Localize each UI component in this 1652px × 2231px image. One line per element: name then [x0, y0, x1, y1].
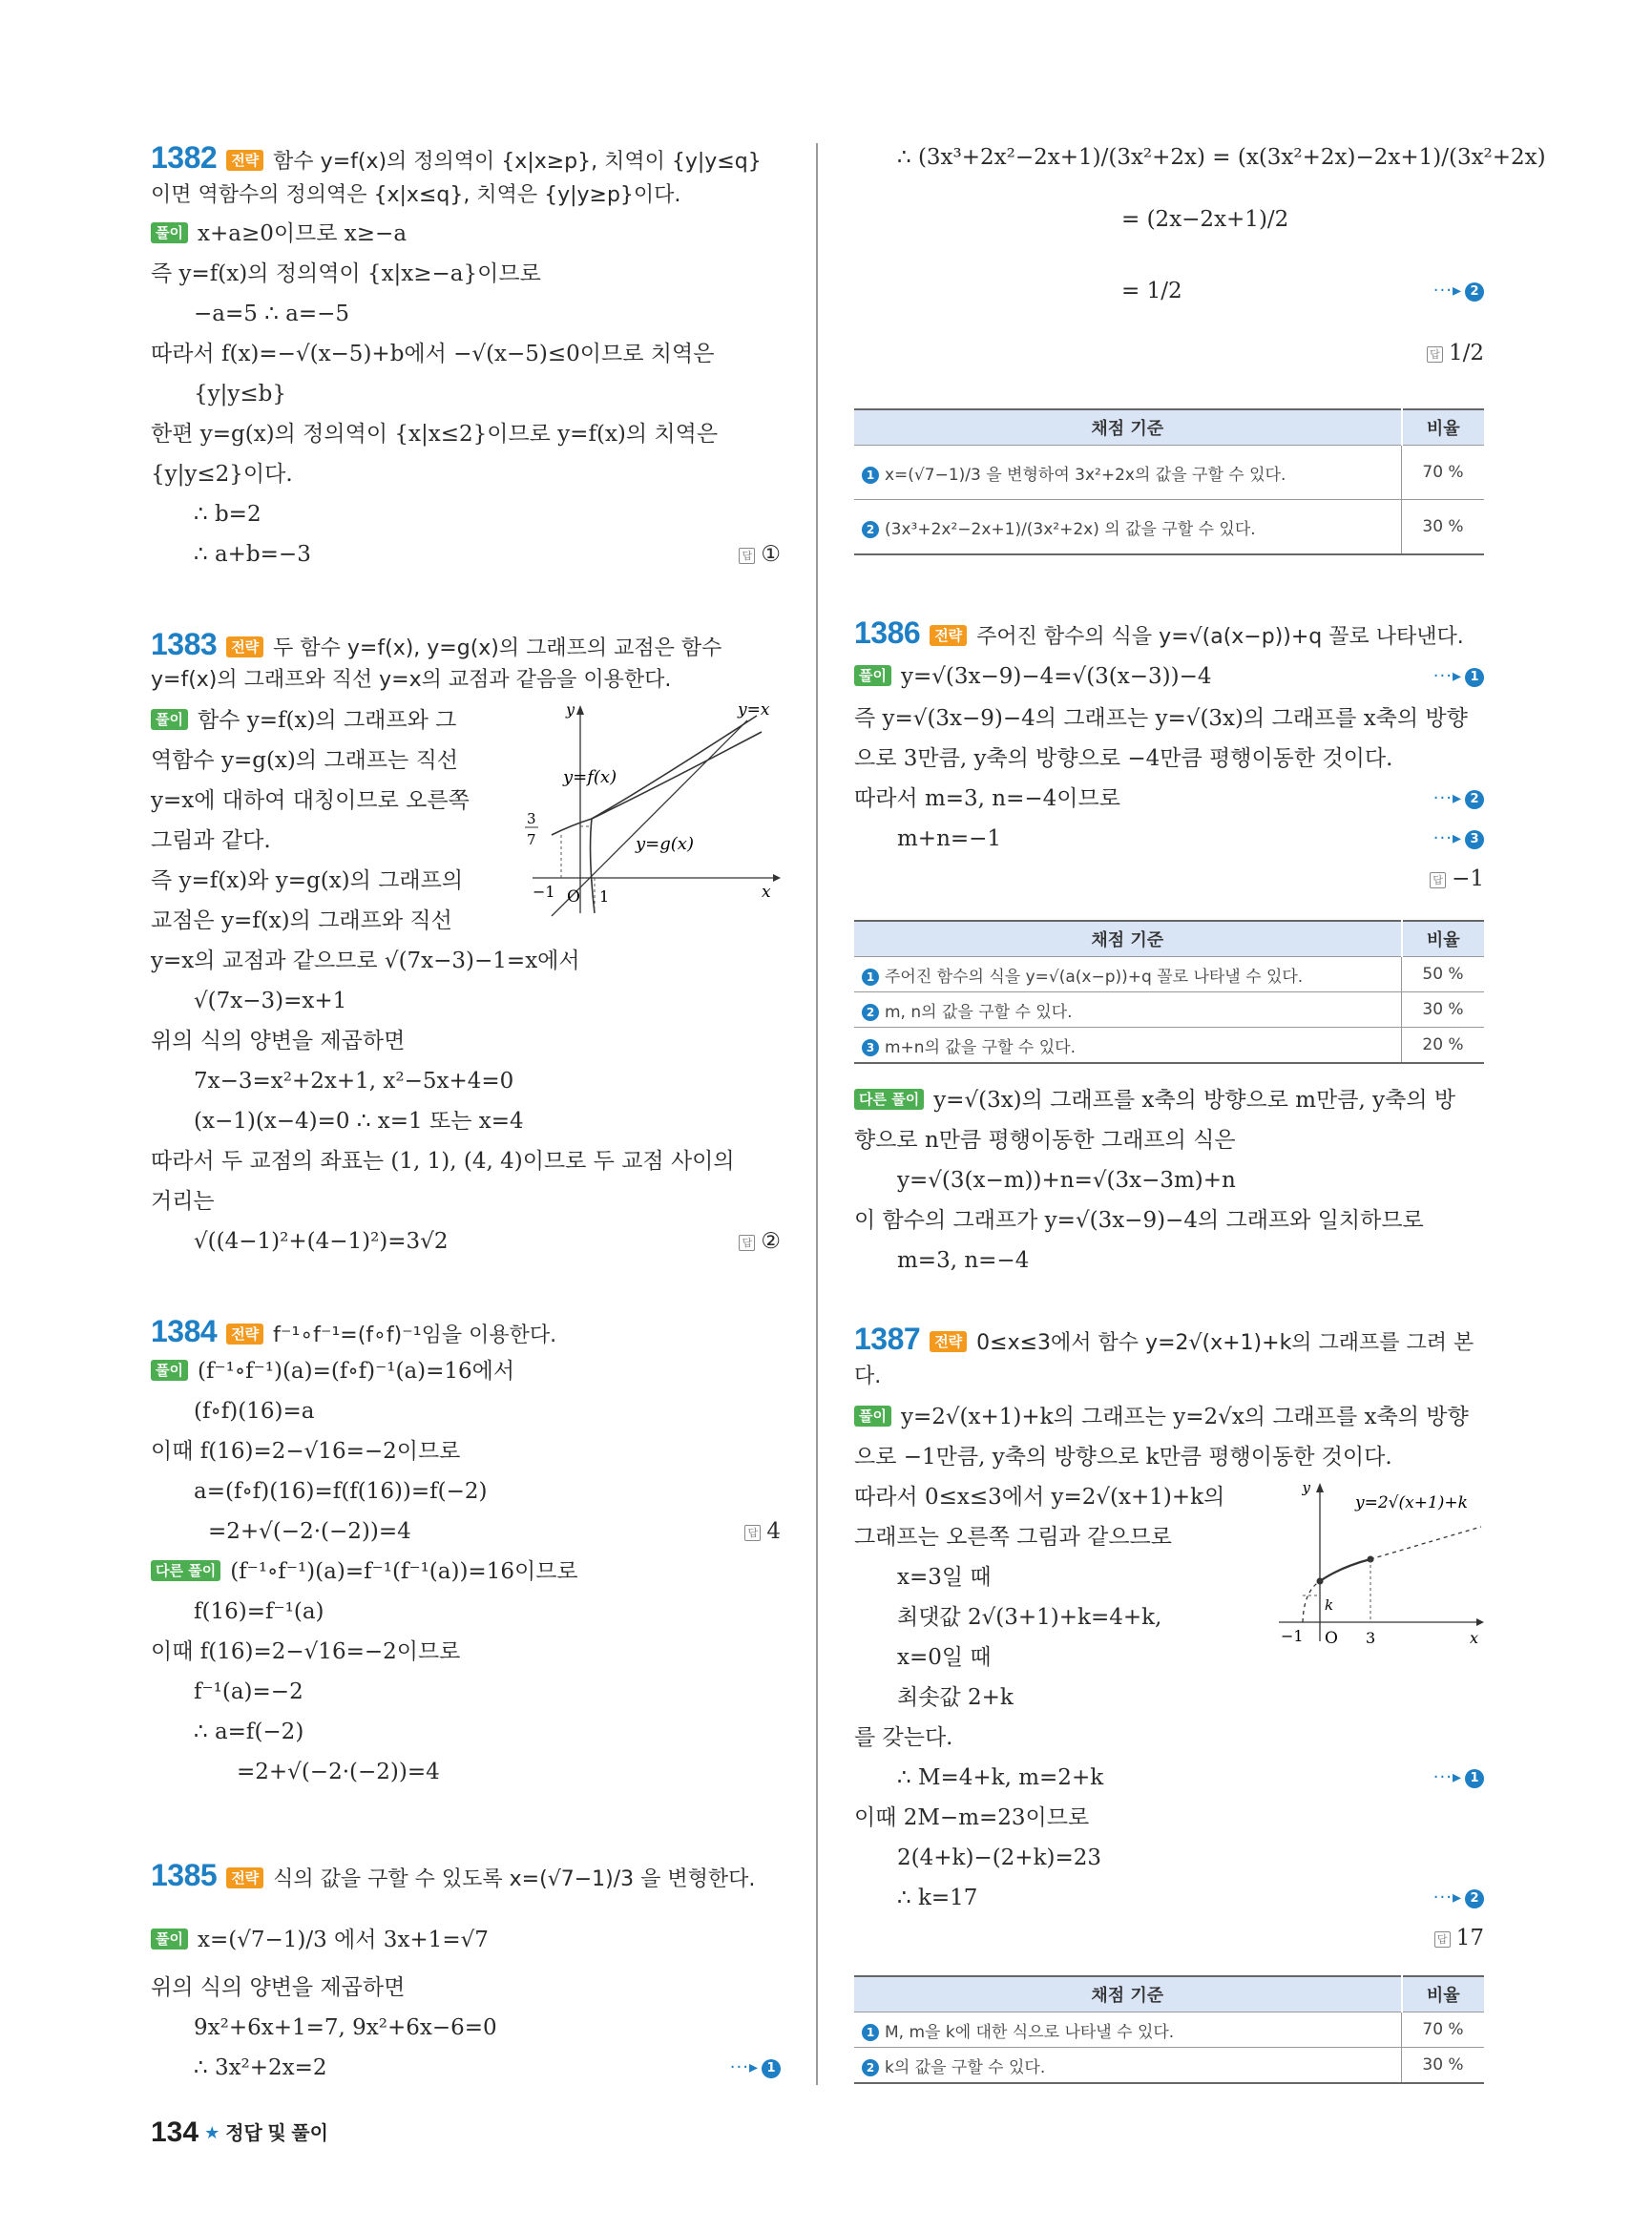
solution-line: 2(4+k)−(2+k)=23 [897, 1845, 1102, 1870]
answer-box-icon: 답 [1434, 1931, 1451, 1948]
strategy-tag: 전략 [226, 636, 263, 657]
table-cell: k의 값을 구할 수 있다. [885, 2057, 1046, 2077]
solution-line: y=√(3(x−m))+n=√(3x−3m)+n [897, 1168, 1236, 1193]
grading-table [854, 920, 1484, 1064]
step-circle-icon: 2 [1465, 790, 1484, 809]
step-circle-icon: 1 [862, 2024, 879, 2041]
solution-line: x+a≥0이므로 x≥−a [197, 221, 408, 246]
grading-table [854, 408, 1484, 555]
solution-line: 따라서 두 교점의 좌표는 (1, 1), (4, 4)이므로 두 교점 사이의 [151, 1149, 735, 1174]
solution-line: 최솟값 2+k [897, 1685, 1014, 1710]
step-circle-icon: 1 [862, 467, 879, 484]
step-circle-icon: 1 [1465, 1769, 1484, 1788]
x-axis-arrow-icon [1476, 1618, 1484, 1626]
table-cell: 주어진 함수의 식을 y=√(a(x−p))+q 꼴로 나타낼 수 있다. [885, 967, 1304, 987]
origin-label: O [1325, 1629, 1338, 1648]
solution-line: {y|y≤2}이다. [151, 462, 293, 487]
page-footer [151, 2116, 328, 2149]
step-marker: ···▸ 3 [1433, 824, 1484, 853]
solution-line: ∴ a+b=−3 [194, 542, 311, 567]
table-header: 비율 [1402, 409, 1485, 446]
table-header: 비율 [1402, 1976, 1485, 2012]
solution-line: 즉 y=√(3x−9)−4의 그래프는 y=√(3x)의 그래프를 x축의 방향 [854, 706, 1468, 731]
strategy-text: 식의 값을 구할 수 있도록 x=(√7−1)/3 을 변형한다. [273, 1867, 756, 1891]
table-cell: 30 % [1402, 500, 1485, 555]
table-header: 채점 기준 [854, 1976, 1402, 2012]
strategy-tag: 전략 [930, 1331, 967, 1352]
curve-f-label: y=f(x) [563, 767, 617, 787]
solution-line: y=x의 교점과 같으므로 √(7x−3)−1=x에서 [151, 949, 580, 973]
step-marker: ···▸ 1 [1433, 662, 1484, 691]
column-divider [816, 143, 818, 2085]
solution-line: 교점은 y=f(x)의 그래프와 직선 [151, 908, 452, 933]
solution-line: 이 함수의 그래프가 y=√(3x−9)−4의 그래프와 일치하므로 [854, 1208, 1424, 1233]
solution-tag: 풀이 [151, 709, 188, 730]
graph-1383 [527, 700, 781, 921]
answer: 답 1/2 [1427, 339, 1484, 367]
solution-line: 거리는 [151, 1189, 215, 1214]
y-axis-arrow-icon [1316, 1483, 1324, 1492]
solution-line: 따라서 m=3, n=−4이므로 [854, 786, 1120, 811]
solution-line: y=√(3x−9)−4=√(3(x−3))−4 [900, 664, 1212, 689]
origin-label: O [567, 887, 580, 907]
table-cell: 70 % [1402, 2012, 1485, 2048]
solution-line: = (2x−2x+1)/2 [1121, 207, 1289, 232]
grading-table [854, 1975, 1484, 2084]
solution-line: = 1/2 [1121, 279, 1182, 303]
solution-line: 향으로 n만큼 평행이동한 그래프의 식은 [854, 1128, 1236, 1153]
x-axis-arrow-icon [773, 874, 781, 882]
step-circle-icon: 1 [1465, 668, 1484, 687]
strategy-text: 주어진 함수의 식을 y=√(a(x−p))+q 꼴로 나타낸다. [976, 625, 1464, 649]
solution-line: 이때 2M−m=23이므로 [854, 1805, 1090, 1830]
solution-line: (x−1)(x−4)=0 ∴ x=1 또는 x=4 [194, 1109, 524, 1134]
step-marker: ···▸ 1 [1433, 1763, 1484, 1792]
solution-tag: 풀이 [151, 1929, 188, 1950]
solution-line: f(16)=f⁻¹(a) [194, 1599, 324, 1624]
table-cell: 20 % [1402, 1028, 1485, 1064]
step-marker: ···▸ 2 [1433, 277, 1484, 305]
answer: 답 ② [739, 1227, 781, 1256]
step-circle-icon: 2 [1465, 1889, 1484, 1908]
answer: 답 ① [739, 540, 781, 569]
strategy-tag: 전략 [930, 625, 967, 646]
line-y-equals-x [552, 720, 747, 916]
problem-number: 1387 [854, 1322, 921, 1356]
solution-line: ∴ k=17 [897, 1886, 978, 1910]
tick-label: 1 [599, 887, 610, 906]
solution-line: x=3일 때 [897, 1565, 992, 1590]
table-cell: 30 % [1402, 992, 1485, 1028]
alt-solution-tag: 다른 풀이 [854, 1089, 924, 1110]
solution-line: √(7x−3)=x+1 [194, 989, 347, 1013]
solution-line: −a=5 ∴ a=−5 [194, 302, 350, 326]
page-number: 134 [151, 2116, 199, 2148]
solution-line: y=√(3x)의 그래프를 x축의 방향으로 m만큼, y축의 방 [933, 1088, 1456, 1113]
solution-line: 으로 3만큼, y축의 방향으로 −4만큼 평행이동한 것이다. [854, 746, 1393, 771]
solution-line: 즉 y=f(x)와 y=g(x)의 그래프의 [151, 868, 464, 893]
step-circle-icon: 1 [862, 969, 879, 986]
curve-label: y=2√(x+1)+k [1355, 1493, 1468, 1512]
strategy-text: 다. [854, 1365, 882, 1388]
problem-number: 1385 [151, 1858, 218, 1892]
step-circle-icon: 2 [862, 2059, 879, 2076]
solution-line: 를 갖는다. [854, 1725, 953, 1750]
solution-line: y=2√(x+1)+k의 그래프는 y=2√x의 그래프를 x축의 방향 [900, 1405, 1469, 1429]
strategy-text: f⁻¹∘f⁻¹=(f∘f)⁻¹임을 이용한다. [273, 1324, 557, 1347]
solution-line: 으로 −1만큼, y축의 방향으로 k만큼 평행이동한 것이다. [854, 1445, 1392, 1470]
solution-line: 즉 y=f(x)의 정의역이 {x|x≥−a}이므로 [151, 261, 541, 286]
solution-line: ∴ 3x²+2x=2 [194, 2055, 327, 2080]
solution-line: x=(√7−1)/3 에서 3x+1=√7 [197, 1928, 489, 1952]
answer-box-icon: 답 [739, 548, 755, 564]
strategy-text: 함수 y=f(x)의 정의역이 {x|x≥p}, 치역이 {y|y≤q} [273, 150, 762, 174]
table-row [854, 992, 1484, 1028]
alt-solution-tag: 다른 풀이 [151, 1560, 220, 1581]
solution-line: (f⁻¹∘f⁻¹)(a)=(f∘f)⁻¹(a)=16에서 [197, 1359, 515, 1384]
problem-number: 1386 [854, 615, 921, 650]
solution-line: √((4−1)²+(4−1)²)=3√2 [194, 1229, 449, 1254]
table-cell: 70 % [1402, 446, 1485, 500]
solution-line: (f∘f)(16)=a [194, 1399, 315, 1424]
k-label: k [1325, 1596, 1334, 1614]
tick-label: 7 [527, 831, 536, 848]
table-row [854, 2012, 1484, 2048]
tick-label: 3 [527, 810, 536, 827]
solution-line: 9x²+6x+1=7, 9x²+6x−6=0 [194, 2015, 497, 2040]
solution-line: m+n=−1 [897, 826, 1002, 851]
answer: 답 4 [744, 1517, 781, 1546]
table-row [854, 1028, 1484, 1064]
table-header: 채점 기준 [854, 921, 1402, 957]
solution-line: ∴ a=f(−2) [194, 1720, 304, 1744]
strategy-tag: 전략 [226, 150, 263, 171]
table-row [854, 446, 1484, 500]
solution-line: m=3, n=−4 [897, 1248, 1030, 1273]
answer: 답 17 [1434, 1924, 1484, 1952]
table-header: 채점 기준 [854, 409, 1402, 446]
answer: 답 −1 [1430, 865, 1484, 893]
point-min [1317, 1578, 1324, 1585]
footer-title: 정답 및 풀이 [225, 2123, 328, 2144]
solution-line: =2+√(−2·(−2))=4 [237, 1760, 440, 1784]
problem-number: 1382 [151, 140, 218, 175]
problem-number: 1383 [151, 627, 218, 661]
step-circle-icon: 3 [1465, 830, 1484, 849]
table-row [854, 957, 1484, 992]
table-cell: M, m을 k에 대한 식으로 나타낼 수 있다. [885, 2022, 1175, 2042]
tick-label: 3 [1366, 1629, 1376, 1647]
answer-box-icon: 답 [744, 1525, 761, 1541]
tick-label: −1 [1281, 1627, 1304, 1645]
table-cell: m, n의 값을 구할 수 있다. [885, 1002, 1073, 1022]
solution-line: f⁻¹(a)=−2 [194, 1679, 303, 1704]
solution-line: 따라서 0≤x≤3에서 y=2√(x+1)+k의 [854, 1485, 1225, 1510]
step-circle-icon: 2 [1465, 282, 1484, 302]
curve-g [591, 732, 762, 913]
solution-line: 한편 y=g(x)의 정의역이 {x|x≤2}이므로 y=f(x)의 치역은 [151, 422, 719, 447]
solution-line: 7x−3=x²+2x+1, x²−5x+4=0 [194, 1069, 514, 1094]
solution-tag: 풀이 [151, 1360, 188, 1381]
solution-tag: 풀이 [854, 1406, 891, 1427]
solution-line: 이때 f(16)=2−√16=−2이므로 [151, 1639, 461, 1664]
curve-dashed [1370, 1527, 1481, 1559]
solution-line: x=0일 때 [897, 1645, 992, 1670]
solution-line: 그림과 같다. [151, 828, 271, 853]
curve-dashed [1303, 1581, 1320, 1622]
solution-line: a=(f∘f)(16)=f(f(16))=f(−2) [194, 1479, 488, 1504]
solution-line: 이때 f(16)=2−√16=−2이므로 [151, 1439, 461, 1464]
answer-box-icon: 답 [739, 1235, 755, 1251]
step-marker: ···▸ 1 [730, 2054, 781, 2082]
solution-line: 함수 y=f(x)의 그래프와 그 [197, 708, 457, 733]
solution-line: =2+√(−2·(−2))=4 [208, 1519, 411, 1544]
strategy-text: 0≤x≤3에서 함수 y=2√(x+1)+k의 그래프를 그려 본 [976, 1331, 1474, 1355]
answer-box-icon: 답 [1430, 872, 1446, 888]
solution-line: y=x에 대하여 대칭이므로 오른쪽 [151, 788, 470, 813]
step-circle-icon: 2 [862, 521, 879, 538]
strategy-tag: 전략 [226, 1324, 263, 1345]
curve-g-label: y=g(x) [636, 834, 694, 854]
table-header: 비율 [1402, 921, 1485, 957]
solution-line: 역함수 y=g(x)의 그래프는 직선 [151, 748, 459, 773]
solution-line: ∴ (3x³+2x²−2x+1)/(3x²+2x) = (x(3x²+2x)−2x+1)/(3x²+2x) [897, 145, 1546, 170]
strategy-text: 이면 역함수의 정의역은 {x|x≤q}, 치역은 {y|y≥p}이다. [151, 183, 681, 207]
table-row [854, 500, 1484, 555]
strategy-tag: 전략 [226, 1867, 263, 1888]
graph-1387 [1279, 1479, 1484, 1660]
table-cell: (3x³+2x²−2x+1)/(3x²+2x) 의 값을 구할 수 있다. [885, 519, 1256, 539]
table-cell: 30 % [1402, 2048, 1485, 2084]
step-marker: ···▸ 2 [1433, 784, 1484, 813]
solution-line: 위의 식의 양변을 제곱하면 [151, 1975, 406, 2000]
step-circle-icon: 3 [862, 1039, 879, 1056]
table-cell: x=(√7−1)/3 을 변형하여 3x²+2x의 값을 구할 수 있다. [885, 465, 1286, 485]
solution-line: {y|y≤b} [194, 382, 286, 407]
solution-line: 최댓값 2√(3+1)+k=4+k, [897, 1605, 1162, 1630]
x-label: x [762, 883, 771, 902]
x-label: x [1470, 1629, 1479, 1647]
strategy-text: 두 함수 y=f(x), y=g(x)의 그래프의 교점은 함수 [273, 636, 722, 660]
answer-box-icon: 답 [1427, 346, 1443, 363]
step-circle-icon: 2 [862, 1004, 879, 1021]
solution-line: 그래프는 오른쪽 그림과 같으므로 [854, 1525, 1172, 1550]
curve-solid [1320, 1559, 1370, 1581]
solution-line: ∴ M=4+k, m=2+k [897, 1765, 1104, 1790]
solution-tag: 풀이 [854, 665, 891, 686]
y-axis-arrow-icon [576, 705, 584, 715]
solution-line: 따라서 f(x)=−√(x−5)+b에서 −√(x−5)≤0이므로 치역은 [151, 342, 715, 366]
y-label: y [565, 700, 575, 719]
star-icon: ★ [204, 2123, 220, 2142]
solution-line: (f⁻¹∘f⁻¹)(a)=f⁻¹(f⁻¹(a))=16이므로 [230, 1559, 578, 1584]
strategy-text: y=f(x)의 그래프와 직선 y=x의 교점과 같음을 이용한다. [151, 668, 672, 692]
table-cell: m+n의 값을 구할 수 있다. [885, 1037, 1076, 1057]
table-cell: 50 % [1402, 957, 1485, 992]
y-label: y [1302, 1479, 1310, 1496]
line-label: y=x [738, 700, 770, 719]
step-marker: ···▸ 2 [1433, 1884, 1484, 1912]
table-row [854, 2048, 1484, 2084]
problem-number: 1384 [151, 1314, 218, 1348]
solution-tag: 풀이 [151, 222, 188, 243]
solution-line: ∴ b=2 [194, 502, 261, 527]
solution-line: 위의 식의 양변을 제곱하면 [151, 1029, 406, 1053]
step-circle-icon: 1 [762, 2059, 781, 2078]
tick-label: −1 [533, 883, 555, 901]
